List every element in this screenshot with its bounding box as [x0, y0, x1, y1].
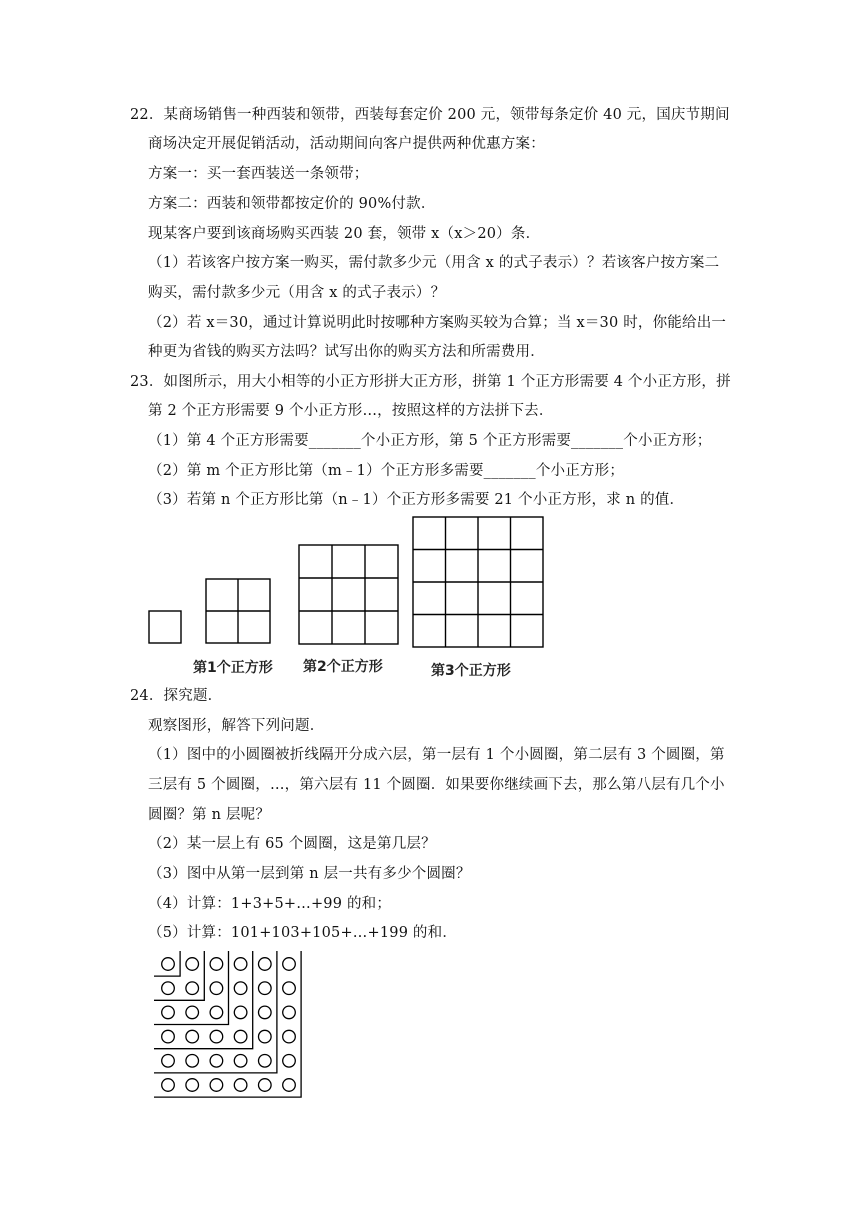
small-circle [283, 1006, 296, 1019]
small-circle [186, 1079, 199, 1092]
small-circle [259, 1006, 272, 1019]
small-circle [234, 1006, 247, 1019]
q22-line-1: 22．某商场销售一种西装和领带，西装每套定价 200 元，领带每条定价 40 元，国庆节期间 [130, 107, 730, 123]
q22-line-7: 购买，需付款多少元（用含 x 的式子表示）？ [148, 285, 446, 301]
small-circle [186, 982, 199, 995]
small-circle [283, 982, 296, 995]
caption-square-1: 第1个正方形 [193, 660, 273, 676]
q24-line-1: 24．探究题． [130, 688, 223, 704]
small-circle [283, 1079, 296, 1092]
q24-line-6: （2）某一层上有 65 个圆圈，这是第几层？ [148, 836, 436, 852]
small-circle [210, 1079, 223, 1092]
layer-divider [154, 951, 180, 976]
small-circle [259, 982, 272, 995]
small-circle [283, 1055, 296, 1068]
small-circle [259, 958, 272, 971]
small-circle [186, 1030, 199, 1043]
small-circle [234, 1030, 247, 1043]
q22-line-3: 方案一：买一套西装送一条领带； [148, 166, 369, 182]
q24-line-7: （3）图中从第一层到第 n 层一共有多少个圆圈？ [148, 866, 471, 882]
q22-line-9: 种更为省钱的购买方法吗？试写出你的购买方法和所需费用． [148, 344, 545, 360]
small-circle [210, 958, 223, 971]
small-circle [162, 1079, 175, 1092]
small-circle [162, 1030, 175, 1043]
q24-line-2: 观察图形，解答下列问题． [148, 718, 325, 734]
small-circle [259, 1055, 272, 1068]
small-circle [162, 982, 175, 995]
q23-line-1: 23．如图所示，用大小相等的小正方形拼大正方形，拼第 1 个正方形需要 4 个小正方形，拼 [130, 374, 731, 390]
q22-line-2: 商场决定开展促销活动，活动期间向客户提供两种优惠方案： [148, 136, 545, 152]
caption-square-3: 第3个正方形 [431, 663, 511, 679]
q24-line-4: 三层有 5 个圆圈，…，第六层有 11 个圆圈．如果要你继续画下去，那么第八层有几个小 [148, 777, 725, 793]
small-circle [234, 1079, 247, 1092]
q22-line-4: 方案二：西装和领带都按定价的 90%付款． [148, 196, 436, 212]
small-circle [259, 1079, 272, 1092]
small-circle [186, 1055, 199, 1068]
layer-divider [154, 951, 229, 1025]
q23-line-2: 第 2 个正方形需要 9 个小正方形…，按照这样的方法拼下去． [148, 403, 554, 419]
small-circle [210, 1030, 223, 1043]
caption-square-2: 第2个正方形 [303, 659, 383, 675]
small-circle [283, 958, 296, 971]
small-circle [210, 1055, 223, 1068]
small-circle [210, 1006, 223, 1019]
q24-line-3: （1）图中的小圆圈被折线隔开分成六层，第一层有 1 个小圆圈，第二层有 3 个圆圈，第 [148, 747, 725, 763]
q23-line-5: （3）若第 n 个正方形比第（n﹣1）个正方形多需要 21 个小正方形，求 n 的值． [148, 492, 685, 508]
q23-line-3: （1）第 4 个正方形需要_______个小正方形，第 5 个正方形需要_______个小正方形； [148, 433, 712, 449]
small-circle [162, 1006, 175, 1019]
q24-line-5: 圆圈？第 n 层呢？ [148, 807, 271, 823]
q22-line-5: 现某客户要到该商场购买西装 20 套，领带 x（x＞20）条． [148, 226, 541, 242]
small-circle [162, 958, 175, 971]
q22-line-6: （1）若该客户按方案一购买，需付款多少元（用含 x 的式子表示）？若该客户按方案二 [148, 255, 720, 271]
small-circle [283, 1030, 296, 1043]
q24-line-8: （4）计算：1+3+5+…+99 的和； [148, 896, 392, 912]
small-circle [234, 1055, 247, 1068]
q23-line-4: （2）第 m 个正方形比第（m﹣1）个正方形多需要_______个小正方形； [148, 463, 625, 479]
small-circle [162, 1055, 175, 1068]
small-circle [186, 958, 199, 971]
small-circle [234, 958, 247, 971]
q24-line-9: （5）计算：101+103+105+…+199 的和． [148, 925, 458, 941]
q22-line-8: （2）若 x＝30，通过计算说明此时按哪种方案购买较为合算；当 x＝30 时，你能给出一 [148, 315, 727, 331]
small-circle [186, 1006, 199, 1019]
small-circle [234, 982, 247, 995]
small-circle [210, 982, 223, 995]
small-circle [259, 1030, 272, 1043]
